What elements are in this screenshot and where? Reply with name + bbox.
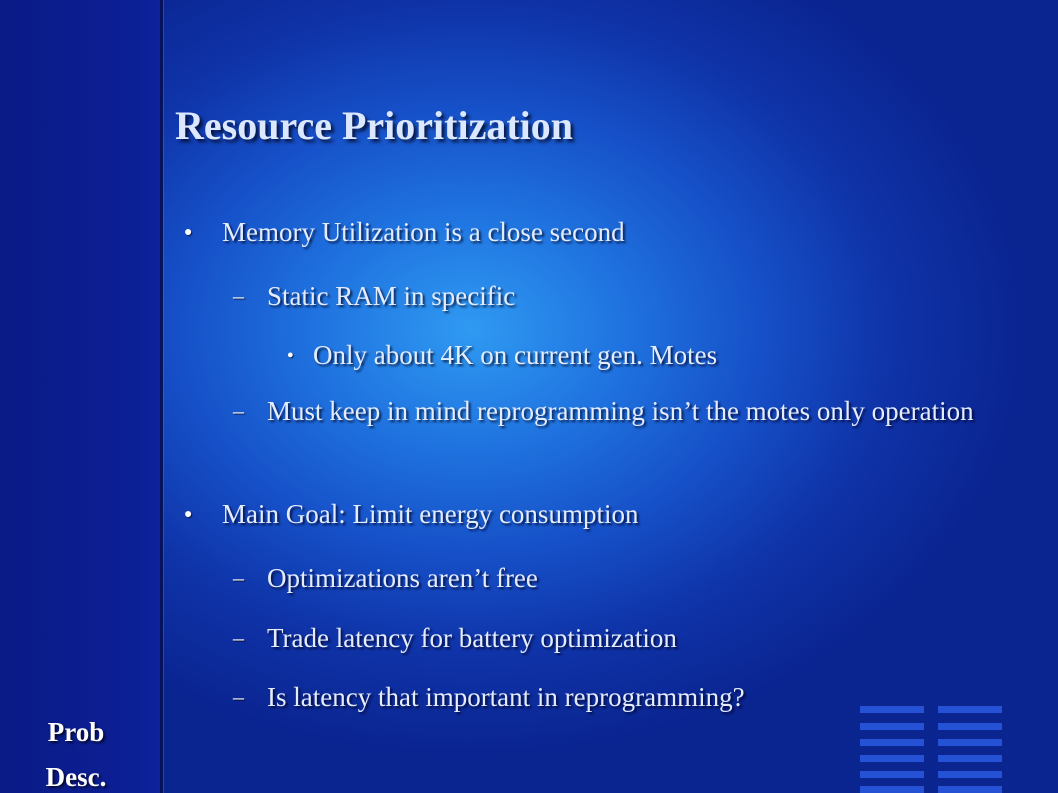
dash-icon: –	[233, 684, 244, 709]
sub-bullet-item	[233, 557, 1007, 600]
dash-icon: –	[233, 398, 244, 423]
sub-sub-bullet-item	[287, 334, 1013, 377]
sub-bullet-text: Optimizations aren’t free	[267, 563, 538, 593]
sub-sub-bullet-text: Only about 4K on current gen. Motes	[313, 340, 718, 370]
sub-bullet-item	[233, 275, 1007, 318]
bullet-dot-icon: ●	[184, 225, 193, 240]
bullet-text: Memory Utilization is a close second	[222, 217, 625, 247]
sidebar-label-line2: Desc.	[45, 762, 107, 792]
sub-bullet-text: Static RAM in specific	[267, 281, 516, 311]
dash-icon: –	[233, 283, 244, 308]
sub-bullet-text: Is latency that important in reprogramming?	[267, 682, 745, 712]
sidebar-divider	[160, 0, 163, 793]
sidebar-label-line1: Prob	[47, 717, 105, 747]
bullet-item	[184, 211, 1022, 254]
sub-bullet-text: Trade latency for battery optimization	[267, 623, 677, 653]
dash-icon: –	[233, 565, 244, 590]
bullet-text: Main Goal: Limit energy consumption	[222, 499, 639, 529]
dash-icon: –	[233, 625, 244, 650]
sidebar-panel	[0, 0, 160, 793]
sub-bullet-text: Must keep in mind reprogramming isn’t the motes only operation	[267, 396, 974, 426]
sub-bullet-item	[233, 390, 997, 433]
bullet-dot-icon: ●	[287, 349, 294, 361]
decorative-stripes	[860, 704, 1002, 793]
bullet-dot-icon: ●	[184, 507, 193, 522]
slide-title: Resource Prioritization	[175, 103, 574, 148]
sub-bullet-item	[233, 617, 1007, 660]
bullet-item	[184, 493, 1022, 536]
